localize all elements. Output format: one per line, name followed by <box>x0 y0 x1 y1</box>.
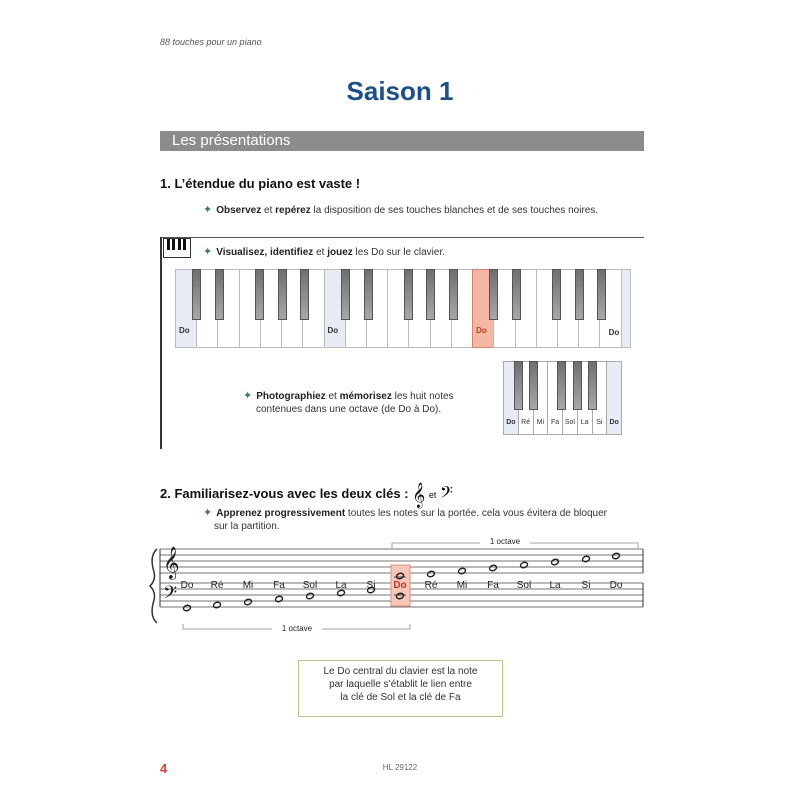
bass-clef-icon: 𝄢 <box>439 482 453 506</box>
bass-note-name: Ré <box>210 580 224 591</box>
section-banner-label: Les présentations <box>172 132 291 149</box>
book-title: 88 touches pour un piano <box>160 37 262 47</box>
page-number: 4 <box>160 761 168 776</box>
bass-note-name: La <box>335 580 347 591</box>
treble-note <box>612 552 621 559</box>
treble-note <box>582 555 591 562</box>
octave-note-label: Fa <box>551 419 560 426</box>
key-label: Do <box>327 326 339 335</box>
bullet-visualize: ✦ Visualisez, identifiez et jouez les Do sur le clavier. <box>203 246 446 258</box>
treble-note-name: Sol <box>516 580 532 591</box>
octave-note-label: La <box>580 419 589 426</box>
bass-note-name: Mi <box>242 580 254 591</box>
treble-note-name: Ré <box>424 580 438 591</box>
treble-note-name: Mi <box>456 580 468 591</box>
bass-note <box>306 592 315 599</box>
treble-note-name: Fa <box>487 580 499 591</box>
octave-note-label: Sol <box>564 419 575 426</box>
bass-note-name: Sol <box>302 580 318 591</box>
star-bullet-icon: ✦ <box>243 390 253 402</box>
treble-note <box>489 564 498 571</box>
bullet-photograph: ✦ Photographiez et mémorisez les huit notes contenues dans une octave (de Do à Do). <box>243 390 454 415</box>
bullet-observe: ✦ Observez et repérez la disposition de ses touches blanches et de ses touches noires. <box>203 204 599 216</box>
treble-note <box>427 570 436 577</box>
treble-note-name: Si <box>581 580 591 591</box>
bass-clef-icon: 𝄢 <box>163 583 178 608</box>
treble-note-name: Do <box>609 580 623 591</box>
section2-heading: 2. Familiarisez-vous avec les deux clés : 𝄞 et 𝄢 <box>160 482 453 508</box>
treble-note <box>458 567 467 574</box>
bass-note <box>213 601 222 608</box>
octave-label-bottom: 1 octave <box>272 624 322 633</box>
octave-note-label: Si <box>596 419 603 426</box>
octave-note-label: Do <box>506 419 516 426</box>
treble-note-name: La <box>549 580 561 591</box>
star-bullet-icon: ✦ <box>203 204 213 216</box>
bullet-learn: ✦ Apprenez progressivement toutes les notes sur la portée. cela vous évitera de bloquer sur la partition. <box>203 507 607 532</box>
bass-note <box>275 595 284 602</box>
key-label: Do <box>179 326 190 335</box>
octave-note-label: Ré <box>521 419 531 426</box>
treble-clef-icon: 𝄞 <box>412 483 426 508</box>
octave-note-label: Do <box>609 419 619 426</box>
section1-heading: 1. L’étendue du piano est vaste ! <box>160 176 361 191</box>
star-bullet-icon: ✦ <box>203 507 213 519</box>
treble-clef-icon: 𝄞 <box>163 546 180 579</box>
bass-note <box>244 598 253 605</box>
octave-note-label: Mi <box>536 419 545 426</box>
page-title: Saison 1 <box>346 76 454 106</box>
star-bullet-icon: ✦ <box>203 246 213 258</box>
octave-label-top: 1 octave <box>480 537 530 546</box>
bass-note-name: Do <box>180 580 194 591</box>
treble-note <box>551 558 560 565</box>
bass-note-name: Fa <box>273 580 285 591</box>
key-label: Do <box>476 326 487 335</box>
system-brace <box>150 549 157 623</box>
info-callout: Le Do central du clavier est la note par laquelle s’établit le lien entre la clé de Sol et la clé de Fa <box>298 660 503 717</box>
treble-note <box>520 561 529 568</box>
central-do-name: Do <box>393 580 407 591</box>
bass-note <box>183 604 192 611</box>
catalog-number: HL 29122 <box>382 763 418 772</box>
bass-note-name: Si <box>366 580 376 591</box>
key-label: Do <box>608 328 620 337</box>
